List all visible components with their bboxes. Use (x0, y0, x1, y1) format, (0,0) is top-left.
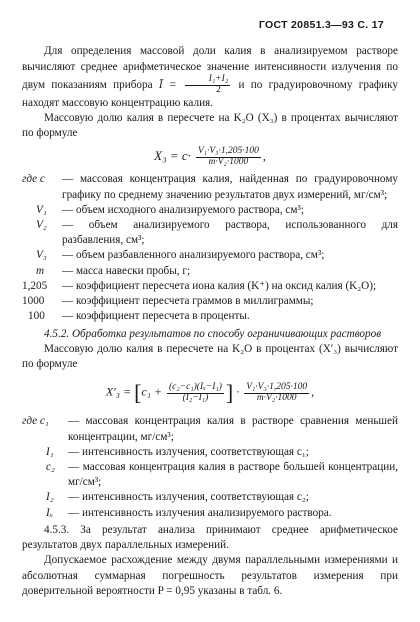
where-description: — интенсивность излучения, соответствующая c₁; (68, 445, 309, 458)
where-description: — масса навески пробы, г; (62, 264, 191, 277)
formula-x3 (22, 147, 398, 168)
fraction-denominator: 2 (216, 84, 221, 95)
formula-x3prime-fraction-1 (167, 383, 224, 404)
formula-x3-tail: , (262, 149, 266, 164)
formula-x3prime-fraction-2 (244, 383, 309, 404)
where-description: — массовая концентрация калия в растворе большей концентрации, мг/см³; (68, 460, 398, 489)
where-symbol: где c (22, 173, 45, 186)
where-description: — массовая концентрация калия в растворе сравнения меньшей концентрации, мг/см³; (68, 415, 398, 443)
formula-x3prime-multiply: · (236, 385, 240, 400)
paragraph-mass-fraction-intro: Массовую долю калия в пересчете на K₂O (X₃) в процентах вычисляют по формуле (22, 111, 398, 140)
formula-x3prime-numerator-1: (c₂−c₁)(Iₓ−I₁) (169, 381, 222, 392)
right-bracket-icon: ] (225, 380, 234, 406)
where-item (22, 445, 398, 460)
where-item (22, 279, 398, 294)
where-symbol: V₂ (36, 219, 47, 232)
where-list-x3 (22, 172, 398, 324)
where-symbol: где c₁ (22, 415, 49, 428)
formula-x3prime-denominator-2: m·V₂·1000 (256, 392, 297, 403)
formula-x3prime-numerator-2: V₁·V₃·1,205·100 (246, 381, 308, 392)
where-symbol: I₁ (46, 445, 54, 458)
where-item (22, 218, 398, 248)
where-description: — интенсивность излучения, соответствующая c₂; (68, 491, 309, 504)
where-item (22, 203, 398, 218)
where-item (22, 506, 398, 521)
where-item (22, 172, 398, 202)
where-description: — интенсивность излучения анализируемого раствора. (68, 506, 332, 519)
where-symbol: V₁ (36, 203, 47, 216)
formula-x3prime-lhs: X′₃ = (105, 385, 132, 400)
where-description: — коэффициент пересчета иона калия (K⁺) на оксид калия (K₂O); (62, 279, 377, 292)
where-list-x3prime (22, 414, 398, 521)
formula-x3prime-c1: c₁ + (141, 385, 163, 400)
formula-x3prime-tail: , (311, 385, 315, 400)
where-item (22, 414, 398, 444)
where-item (22, 460, 398, 490)
formula-x3-lhs: X₃ = c· (154, 148, 191, 164)
formula-x3-numerator: V₁·V₃·1,205·100 (197, 146, 259, 157)
formula-x3prime (22, 378, 398, 408)
left-bracket-icon: [ (134, 380, 142, 406)
paragraph-intensity-text-after: и по градуировочному графику находят массовую концентрацию калия. (22, 78, 399, 109)
where-description: — объем анализируемого раствора, использованного для разбавления, см³; (62, 219, 398, 247)
section-4-5-3: 4.5.3. За результат анализа принимают среднее арифметическое результатов двух параллельных измерений. (22, 523, 398, 552)
paragraph-intensity (22, 44, 398, 111)
formula-x3prime-denominator-1: (I₂−I₁) (182, 392, 209, 403)
where-description: — объем разбавленного анализируемого раствора, см³; (62, 249, 325, 262)
paragraph-intensity-text-before: Для определения массовой доли калия в анализируемом растворе вычисляют среднее арифметическое значение интенсивности излучения по двум показаниям прибора (22, 45, 398, 91)
where-symbol: V₃ (36, 249, 47, 262)
where-symbol: 1000 (22, 295, 45, 308)
where-description: — объем исходного анализируемого раствора, см³; (62, 203, 304, 216)
where-symbol: 100 (28, 310, 45, 323)
where-description: — коэффициент пересчета граммов в миллиграммы; (62, 295, 314, 308)
mean-intensity-symbol: Ī = (158, 78, 177, 91)
where-item (22, 248, 398, 263)
where-item (22, 490, 398, 505)
paragraph-x3prime-intro: Массовую долю калия в пересчете на K₂O в процентах (X′₃) вычисляют по формуле (22, 342, 398, 371)
where-description: — коэффициент пересчета в проценты. (62, 310, 250, 323)
where-symbol: I₂ (46, 491, 54, 504)
paragraph-tolerance: Допускаемое расхождение между двумя параллельными измерениями и абсолютная суммарная погрешность результатов измерения при доверительной вероятности P = 0,95 указаны в табл. 6. (22, 554, 398, 597)
where-symbol: c₂ (46, 460, 55, 473)
where-item (22, 294, 398, 309)
formula-x3-denominator: m·V₂·1000 (208, 157, 249, 168)
mean-intensity-fraction (185, 75, 230, 96)
where-description: — массовая концентрация калия, найденная по градуировочному графику по среднему значению результатов двух измерений, мг/см³; (62, 173, 398, 201)
formula-x3-fraction (196, 147, 261, 168)
page-header: ГОСТ 20851.3—93 С. 17 (258, 19, 384, 31)
where-symbol: m (36, 264, 45, 277)
section-4-5-2-heading: 4.5.2. Обработка результатов по способу ограничивающих растворов (44, 327, 382, 340)
where-item (22, 309, 398, 324)
where-symbol: Iₓ (46, 506, 53, 519)
where-item (22, 264, 398, 279)
fraction-numerator: I₁+I₂ (185, 75, 230, 86)
where-symbol: 1,205 (22, 279, 48, 292)
